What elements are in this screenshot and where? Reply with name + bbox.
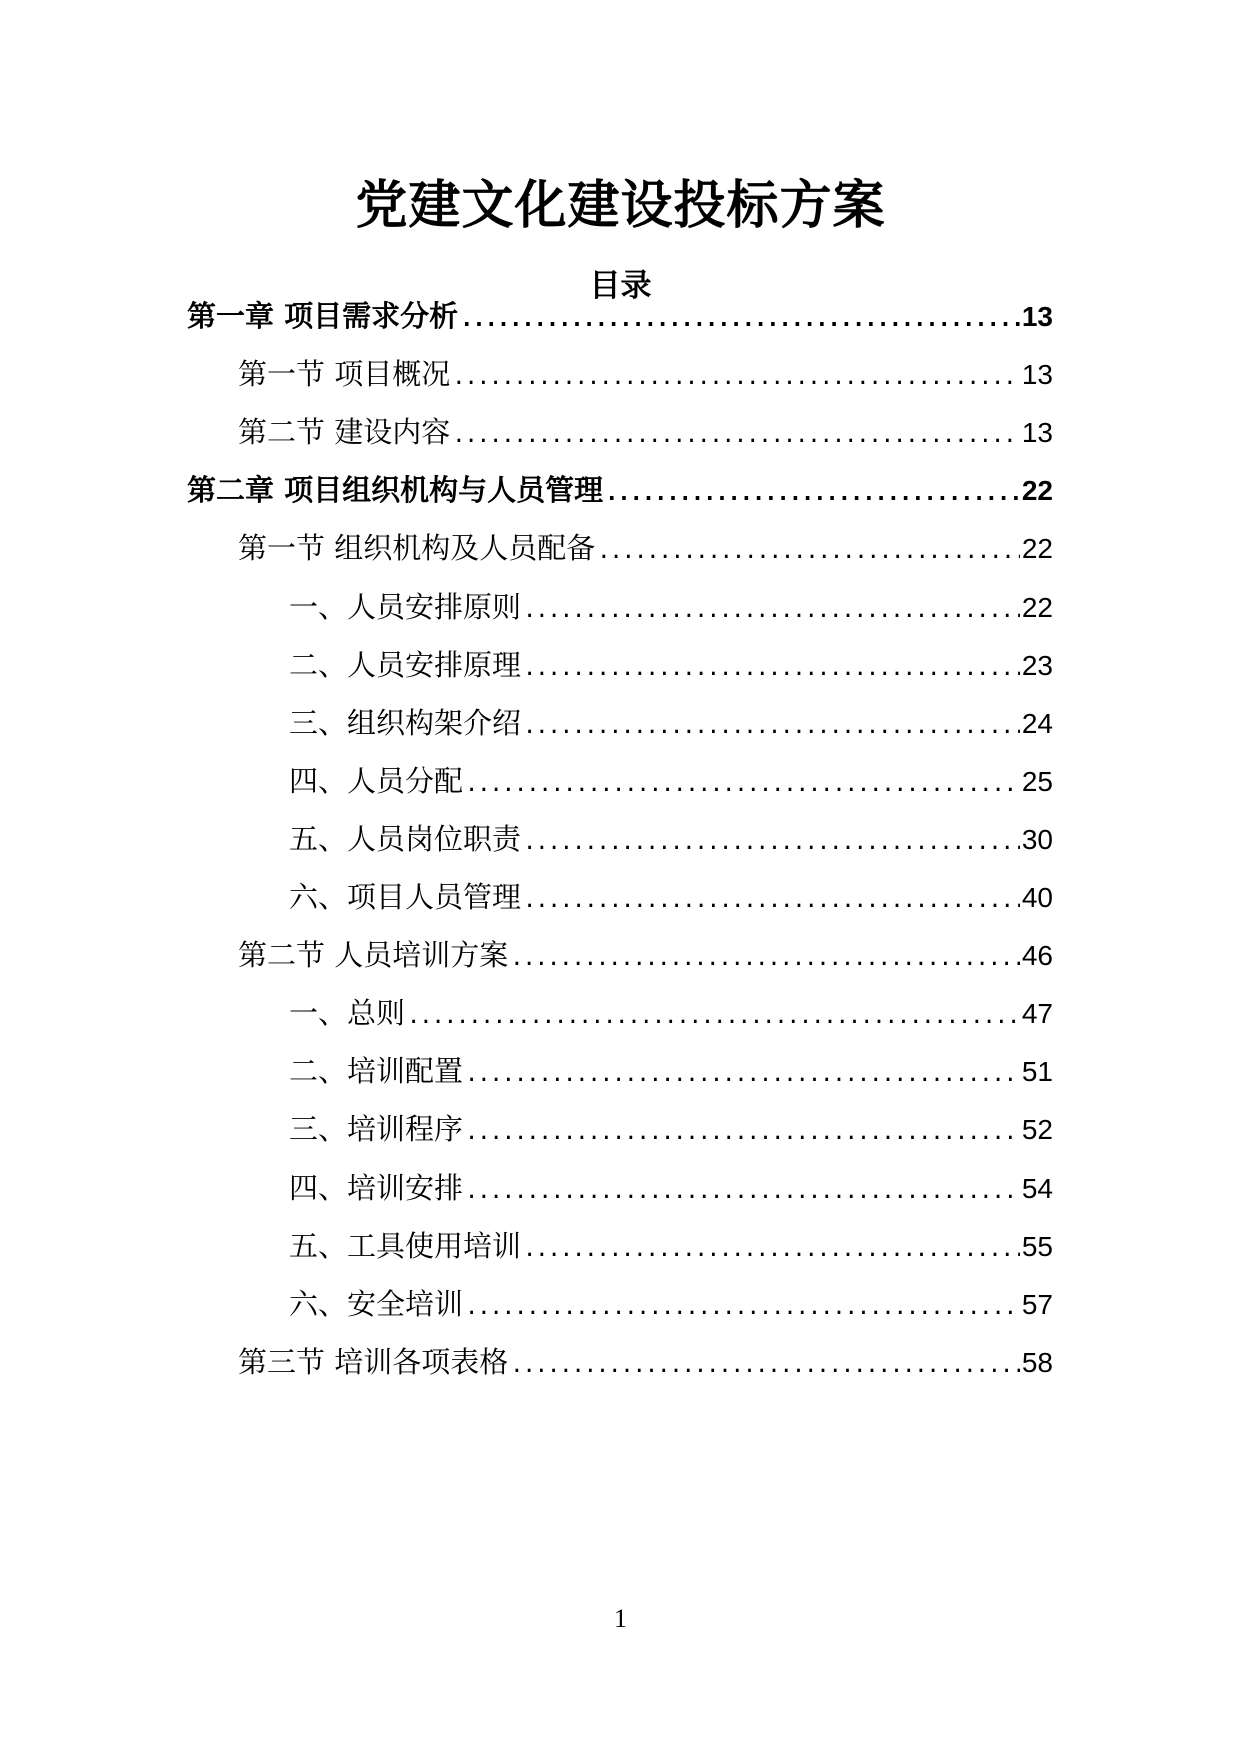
- toc-dot-leader: [523, 647, 1020, 691]
- toc-entry-label: 三、培训程序: [289, 1112, 464, 1147]
- toc-entry-label: 六、项目人员管理: [289, 880, 522, 914]
- toc-entry-page: 58: [1021, 1346, 1053, 1378]
- toc-entry-page: 25: [1021, 765, 1053, 797]
- toc-entry-label: 第二节 人员培训方案: [238, 938, 509, 973]
- toc-entry[interactable]: [289, 1049, 1053, 1093]
- toc-entry[interactable]: [289, 585, 1053, 629]
- toc-entry[interactable]: [289, 817, 1053, 861]
- toc-entry[interactable]: [289, 1166, 1053, 1210]
- toc-entry[interactable]: [187, 294, 1053, 338]
- toc-dot-leader: [523, 821, 1020, 865]
- toc-dot-leader: [605, 472, 1020, 516]
- toc-entry[interactable]: [238, 410, 1053, 454]
- toc-entry-label: 一、总则: [289, 996, 406, 1031]
- toc-dot-leader: [523, 705, 1020, 749]
- toc-dot-leader: [460, 298, 1020, 342]
- toc-entry-page: 47: [1021, 998, 1053, 1030]
- toc-entry-label: 三、组织构架介绍: [289, 705, 522, 740]
- toc-entry-page: 13: [1021, 301, 1053, 332]
- toc-entry-page: 55: [1021, 1230, 1053, 1262]
- toc-entry[interactable]: [289, 1224, 1053, 1268]
- toc-entry-page: 13: [1021, 417, 1053, 449]
- toc-entry[interactable]: [289, 701, 1053, 745]
- toc-entry-label: 四、人员分配: [289, 763, 464, 798]
- toc-entry[interactable]: [238, 1340, 1053, 1384]
- toc-entry-page: 22: [1021, 475, 1053, 507]
- toc-dot-leader: [523, 879, 1020, 923]
- toc-entry-page: 46: [1021, 940, 1053, 972]
- toc-entry-label: 五、工具使用培训: [289, 1228, 522, 1263]
- toc-entry-page: 24: [1021, 707, 1053, 739]
- toc-entry-label: 第二节 建设内容: [238, 415, 451, 450]
- toc-dot-leader: [465, 1170, 1020, 1214]
- toc-entry[interactable]: [289, 643, 1053, 687]
- toc-dot-leader: [452, 414, 1020, 458]
- toc-dot-leader: [523, 1228, 1020, 1272]
- toc-dot-leader: [597, 530, 1020, 574]
- toc-dot-leader: [465, 1286, 1020, 1330]
- toc-entry-label: 二、培训配置: [289, 1054, 464, 1089]
- toc-entry[interactable]: [289, 991, 1053, 1035]
- toc-entry-page: 54: [1021, 1172, 1053, 1204]
- toc-heading: 目录: [589, 268, 652, 304]
- toc-entry[interactable]: [289, 1282, 1053, 1326]
- toc-entry-label: 第二章 项目组织机构与人员管理: [187, 473, 604, 508]
- document-title: 党建文化建设投标方案: [355, 176, 886, 236]
- toc-dot-leader: [465, 763, 1020, 807]
- toc-entry-label: 第三节 培训各项表格: [238, 1344, 509, 1379]
- toc-entry[interactable]: [289, 1107, 1053, 1151]
- toc-entry-label: 五、人员岗位职责: [289, 821, 522, 856]
- toc-entry[interactable]: [238, 526, 1053, 570]
- toc-entry-page: 51: [1021, 1056, 1053, 1088]
- toc-entry-label: 六、安全培训: [289, 1286, 464, 1321]
- toc-dot-leader: [407, 995, 1020, 1039]
- toc-dot-leader: [452, 356, 1020, 400]
- toc-entry[interactable]: [289, 875, 1053, 919]
- toc-entry-label: 一、人员安排原则: [289, 589, 522, 624]
- toc-entry-label: 第一章 项目需求分析: [187, 299, 459, 333]
- toc-entry-page: 52: [1021, 1114, 1053, 1146]
- toc-entry-page: 22: [1021, 533, 1053, 565]
- toc-dot-leader: [523, 589, 1020, 633]
- toc-entry-label: 第一节 项目概况: [238, 357, 451, 392]
- toc-entry-page: 30: [1021, 823, 1053, 855]
- toc-entry-page: 22: [1021, 591, 1053, 623]
- toc-dot-leader: [465, 1111, 1020, 1155]
- toc-entry-page: 13: [1021, 359, 1053, 391]
- toc-entry[interactable]: [238, 933, 1053, 977]
- toc-entry-label: 四、培训安排: [289, 1170, 464, 1205]
- toc-entry[interactable]: [289, 759, 1053, 803]
- toc-entry-page: 57: [1021, 1288, 1053, 1320]
- toc-entry[interactable]: [187, 468, 1053, 512]
- toc-entry[interactable]: [238, 352, 1053, 396]
- toc-dot-leader: [510, 1344, 1020, 1388]
- toc-dot-leader: [510, 937, 1020, 981]
- toc-entry-label: 第一节 组织机构及人员配备: [238, 531, 596, 566]
- toc-entry-page: 40: [1021, 882, 1053, 913]
- toc-entry-label: 二、人员安排原理: [289, 647, 522, 682]
- toc-entry-page: 23: [1021, 649, 1053, 681]
- page-number: 1: [614, 1604, 627, 1633]
- toc-dot-leader: [465, 1053, 1020, 1097]
